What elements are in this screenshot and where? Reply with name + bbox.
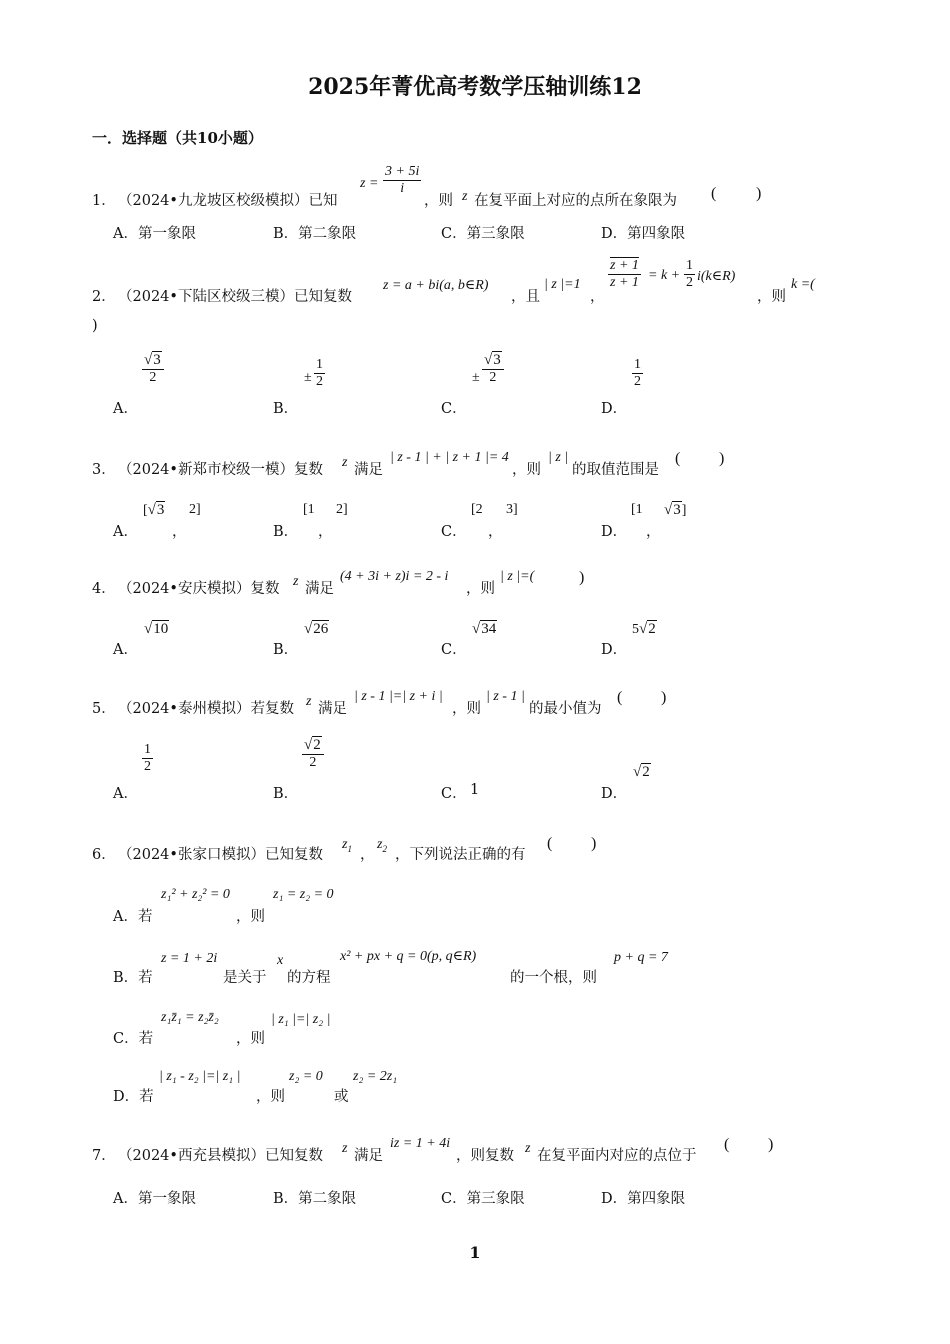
question-source: （2024•安庆模拟）复数: [118, 581, 280, 597]
page-number: 1: [469, 1243, 481, 1262]
option-a: √3 2: [142, 352, 164, 386]
question-number: 6．: [92, 847, 116, 863]
question-source: （2024•泰州模拟）若复数: [118, 701, 294, 717]
option-b: B．若: [113, 970, 153, 986]
question-source: （2024•九龙坡区校级模拟）已知: [118, 193, 338, 209]
option-d: D．若: [113, 1089, 154, 1105]
question-number: 1．: [92, 193, 116, 209]
option-c: √3 2: [482, 352, 504, 386]
option-a: 1 2: [144, 742, 151, 774]
option-d-label: D．: [601, 401, 628, 417]
option-a: A．第一象限: [113, 226, 196, 242]
option-b: [1: [303, 502, 315, 517]
option-b-label: B．: [273, 401, 299, 417]
question-number: 4．: [92, 581, 116, 597]
question-source: （2024•下陆区校级三模）已知复数: [118, 289, 352, 305]
option-c-label: C．: [441, 401, 467, 417]
question-source: （2024•新郑市校级一模）复数: [118, 462, 323, 478]
question-source: （2024•西充县模拟）已知复数: [118, 1148, 323, 1164]
option-c: √34: [472, 621, 497, 637]
option-d: D．第四象限: [601, 226, 686, 242]
option-a: √10: [144, 621, 169, 637]
option-d: 5√2: [632, 621, 656, 637]
fraction: z + 1 z + 1: [610, 258, 639, 290]
question-source: （2024•张家口模拟）已知复数: [118, 847, 323, 863]
option-d: D．第四象限: [601, 1191, 686, 1207]
option-d: √2: [633, 764, 650, 780]
page-title: 2025年菁优高考数学压轴训练12: [308, 74, 642, 100]
option-c: [2: [471, 502, 483, 517]
option-b: √2 2: [302, 737, 324, 771]
option-a: [√3: [143, 502, 165, 518]
question-number: 2．: [92, 289, 116, 305]
option-d: [1: [631, 502, 643, 517]
option-c: C．第三象限: [441, 1191, 525, 1207]
option-a: A．若: [113, 909, 153, 925]
question-number: 7．: [92, 1148, 116, 1164]
fraction: 3 + 5i i: [385, 164, 420, 196]
option-b: √26: [304, 621, 329, 637]
question-number: 3．: [92, 462, 116, 478]
option-c: 1: [470, 782, 480, 798]
option-b: B．第二象限: [273, 226, 357, 242]
fraction-half: 1 2: [686, 258, 693, 290]
option-b: B．第二象限: [273, 1191, 357, 1207]
option-c: C．第三象限: [441, 226, 525, 242]
section-heading: 一．选择题（共10小题）: [92, 129, 263, 147]
formula-lhs: z =: [360, 176, 379, 191]
option-c: C．若: [113, 1031, 154, 1047]
option-d: 1 2: [634, 357, 641, 389]
question-number: 5．: [92, 701, 116, 717]
option-b: 1 2: [316, 357, 323, 389]
option-a-label: A．: [113, 401, 138, 417]
option-a: A．第一象限: [113, 1191, 196, 1207]
